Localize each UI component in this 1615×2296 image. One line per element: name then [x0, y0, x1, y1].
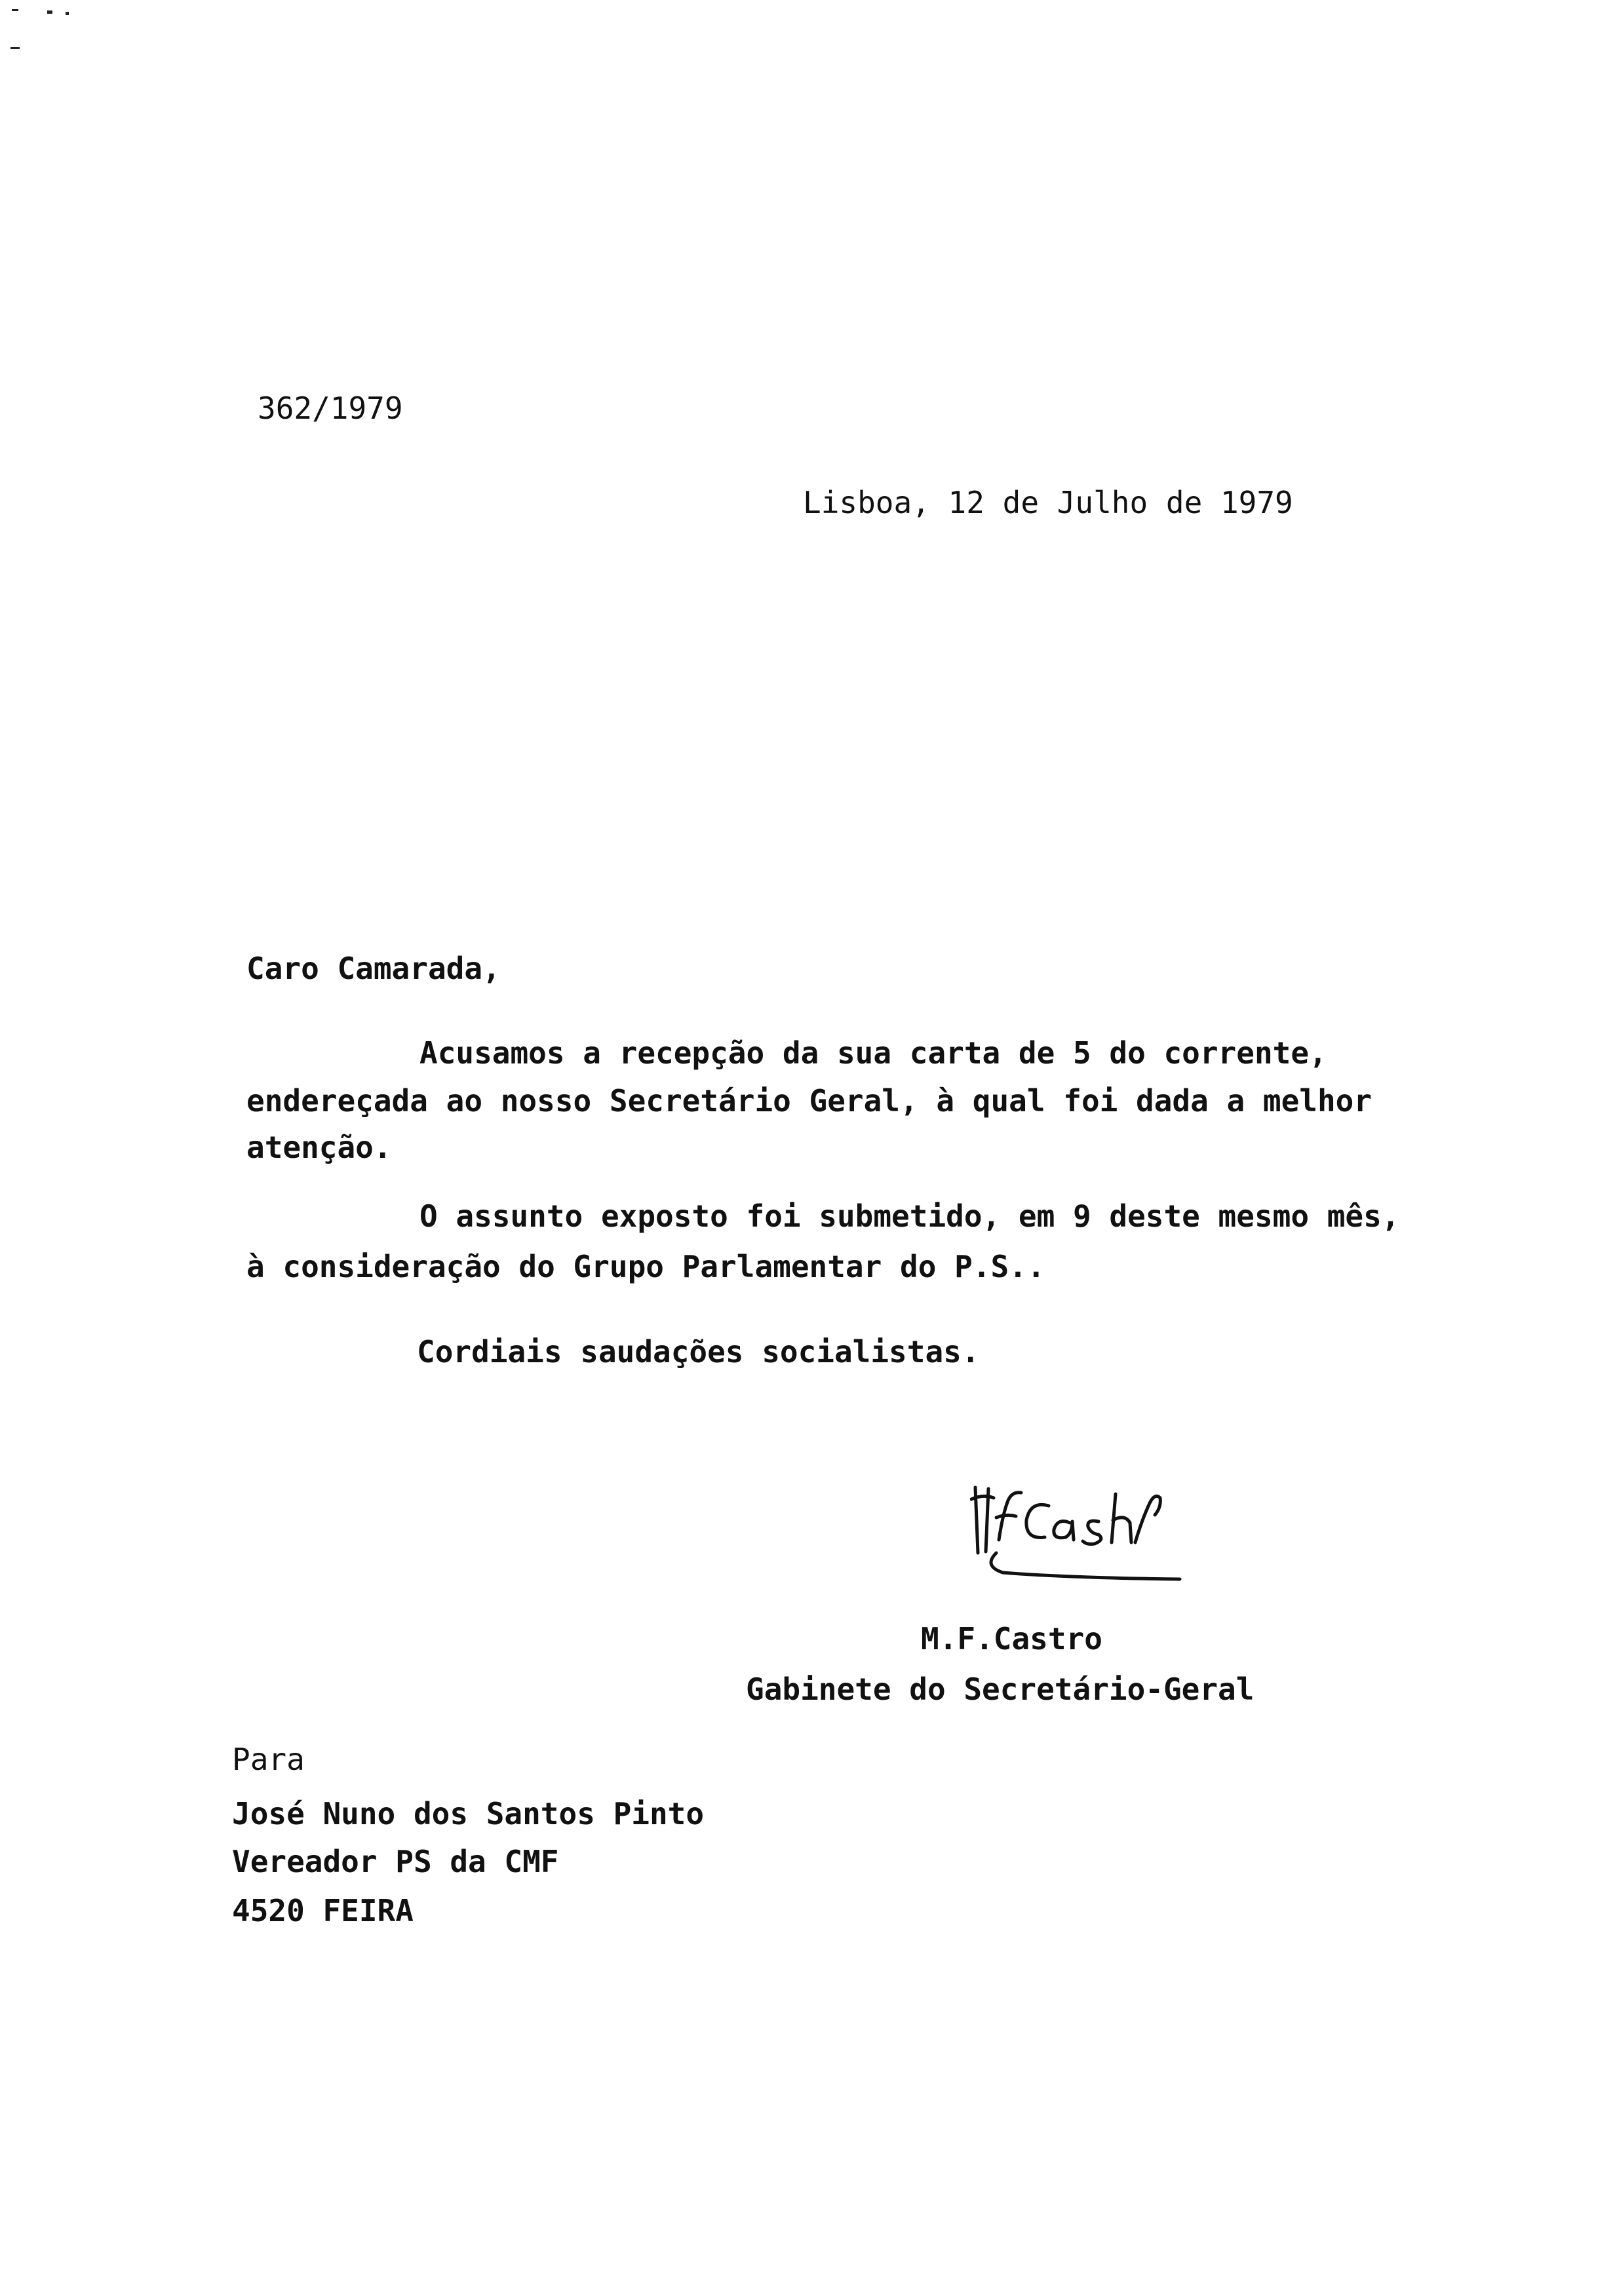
scan-speck — [12, 9, 18, 11]
paragraph-1-line-2: endereçada ao nosso Secretário Geral, à qual foi dada a melhor — [246, 1083, 1372, 1119]
recipient-title: Vereador PS da CMF — [232, 1844, 559, 1879]
salutation: Caro Camarada, — [246, 951, 501, 986]
paragraph-2-line-2: à consideração do Grupo Parlamentar do P.S.. — [246, 1249, 1045, 1284]
paragraph-2-line-1: O assunto exposto foi submetido, em 9 deste mesmo mês, — [419, 1198, 1400, 1234]
handwritten-signature — [970, 1474, 1232, 1592]
paragraph-1-line-1: Acusamos a recepção da sua carta de 5 do corrente, — [419, 1035, 1327, 1071]
paragraph-1-line-3: atenção. — [246, 1130, 392, 1165]
scan-speck — [66, 12, 69, 15]
recipient-name: José Nuno dos Santos Pinto — [232, 1796, 705, 1831]
reference-number: 362/1979 — [258, 391, 403, 426]
scan-speck — [47, 10, 52, 14]
date-line: Lisboa, 12 de Julho de 1979 — [803, 485, 1293, 520]
signer-name: M.F.Castro — [921, 1621, 1102, 1656]
signer-office: Gabinete do Secretário-Geral — [746, 1672, 1255, 1707]
scan-speck — [10, 47, 20, 49]
closing-line: Cordiais saudações socialistas. — [417, 1334, 980, 1369]
recipient-label: Para — [232, 1742, 305, 1777]
recipient-address: 4520 FEIRA — [232, 1893, 414, 1928]
